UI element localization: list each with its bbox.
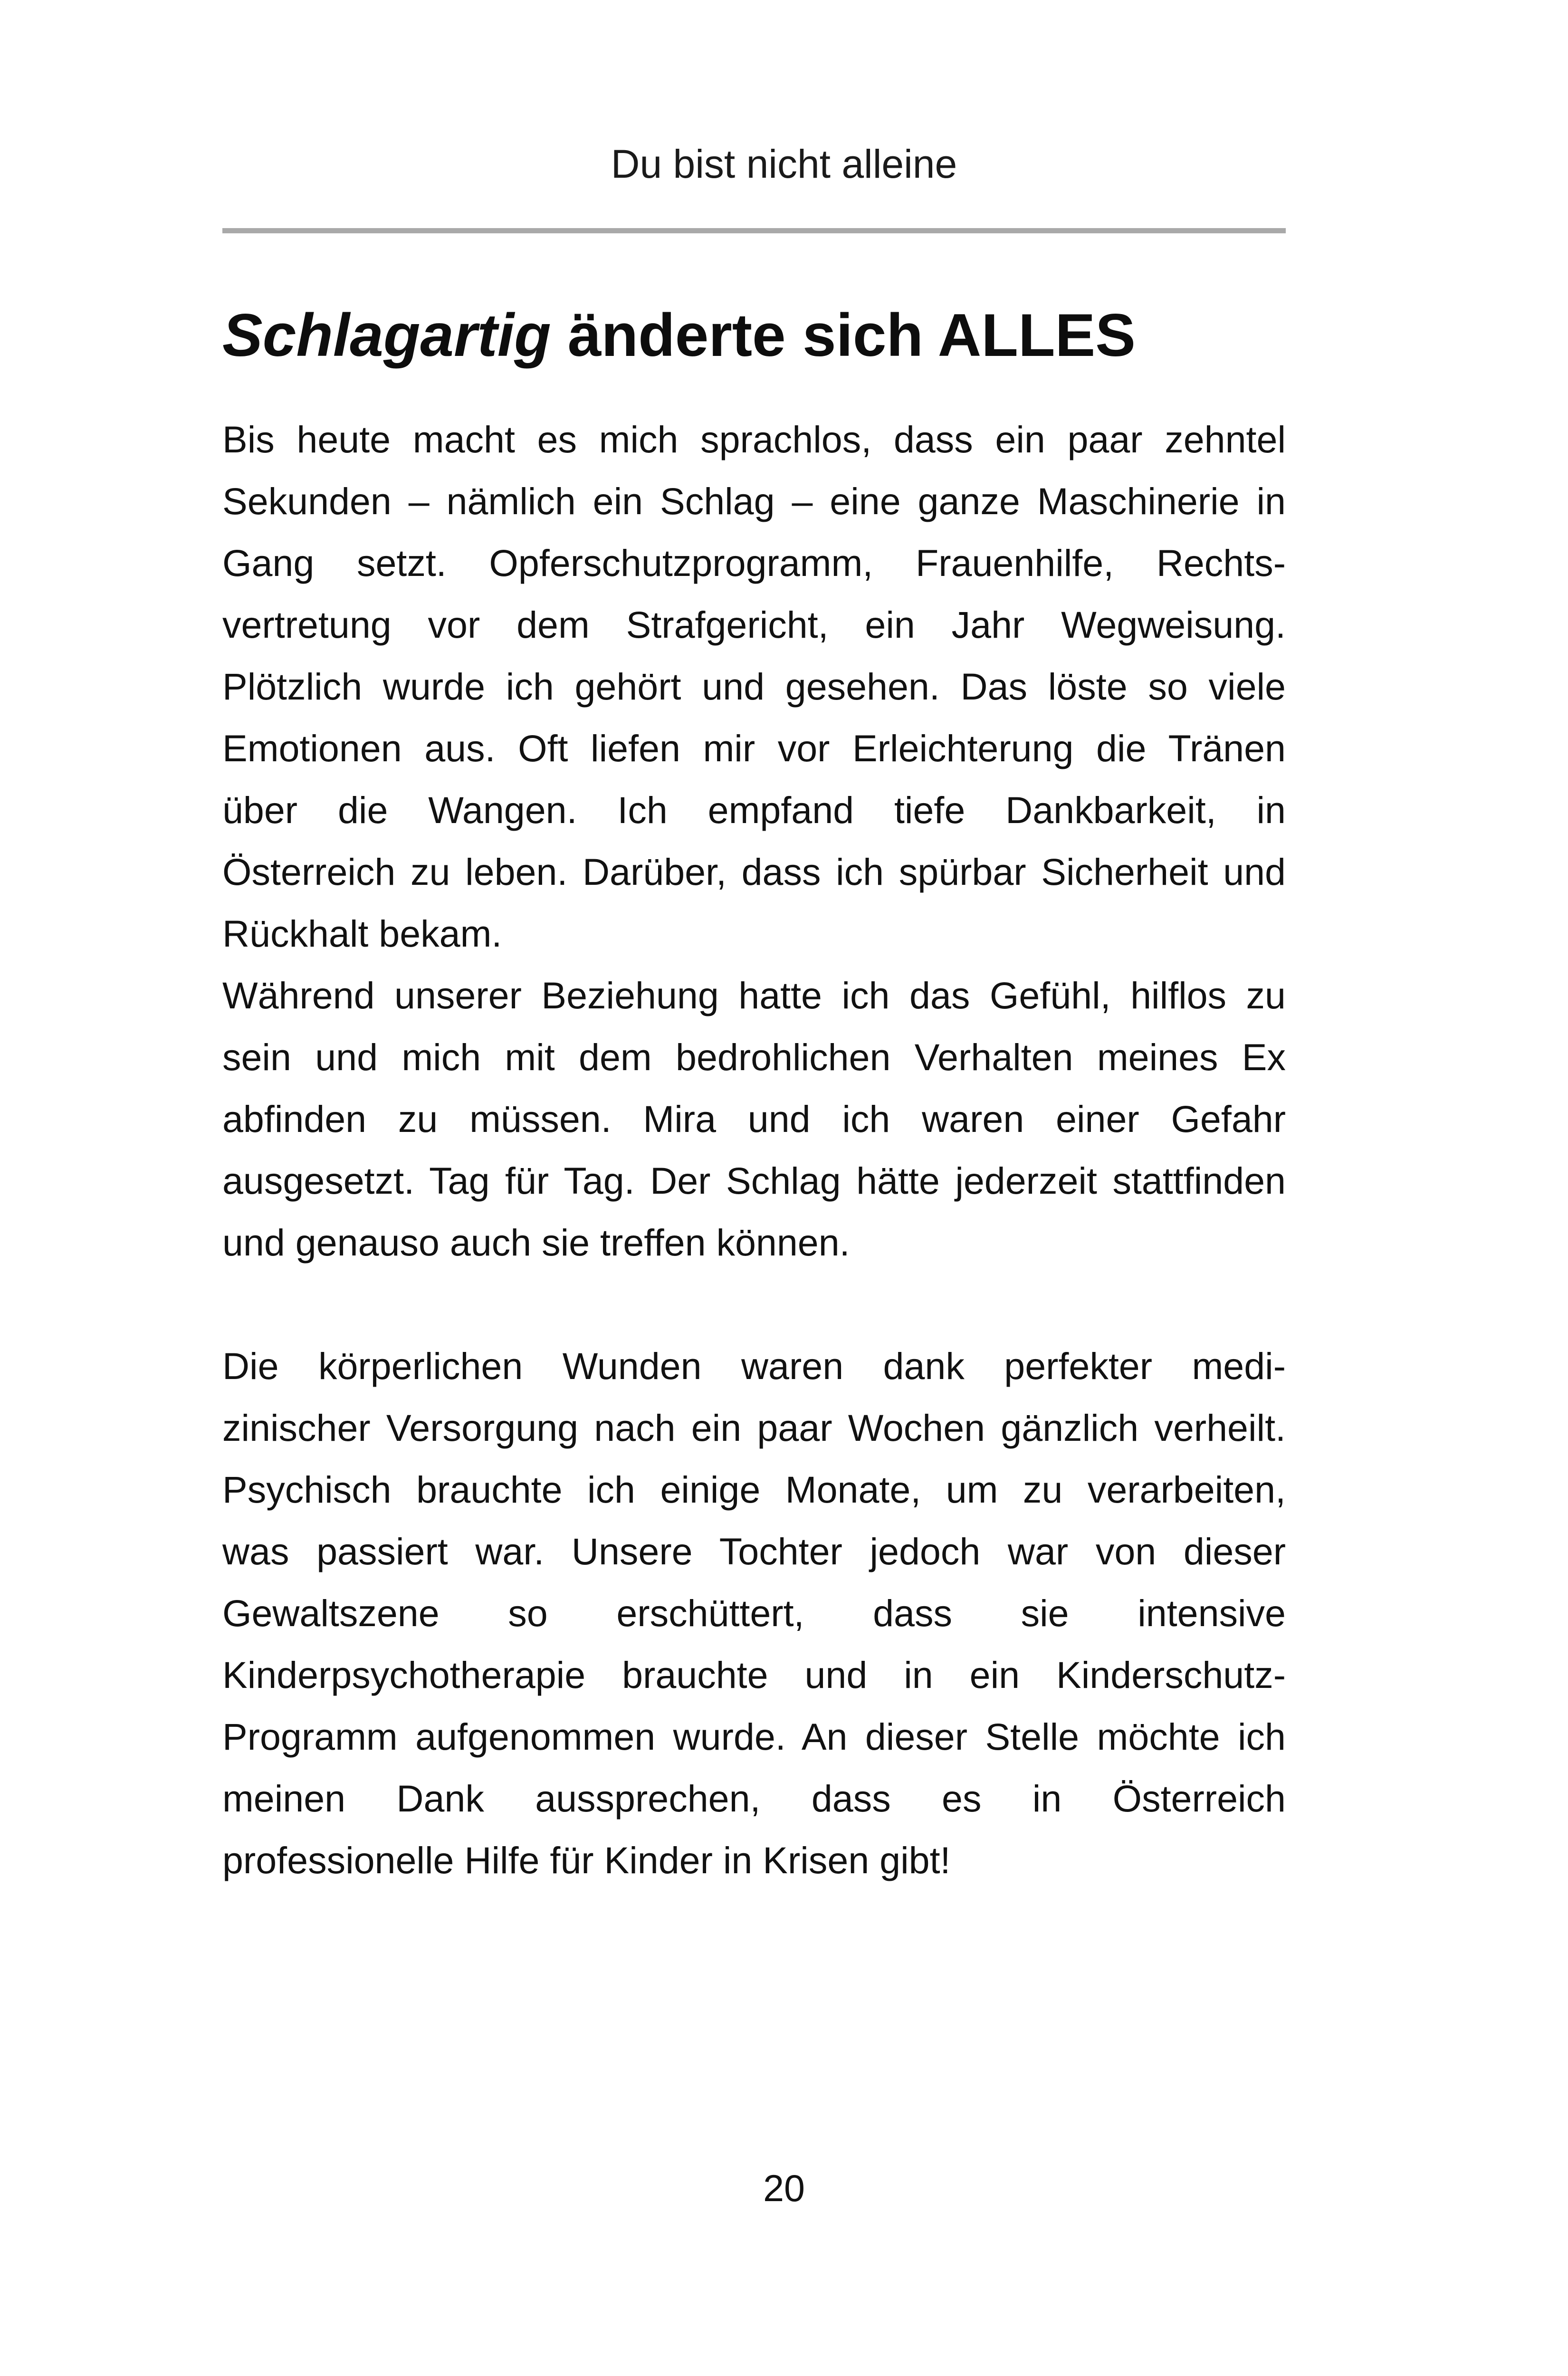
- text-line: professionelle Hilfe für Kinder in Krisen gibt!: [222, 1839, 951, 1881]
- header-divider: [222, 228, 1286, 233]
- text-line: meinen Dank aussprechen, dass es in Österreich: [222, 1777, 1286, 1820]
- text-line: sein und mich mit dem bedrohlichen Verhalten meines Ex: [222, 1036, 1286, 1078]
- text-line: Gang setzt. Opferschutzprogramm, Frauenhilfe, Rechts-: [222, 542, 1286, 584]
- text-line: zinischer Versorgung nach ein paar Wochen gänzlich verheilt.: [222, 1407, 1286, 1449]
- text-line: Rückhalt bekam.: [222, 912, 502, 955]
- text-line: Psychisch brauchte ich einige Monate, um zu verarbeiten,: [222, 1468, 1286, 1511]
- text-line: Plötzlich wurde ich gehört und gesehen. Das löste so viele: [222, 665, 1286, 708]
- text-line: Die körperlichen Wunden waren dank perfekter medi-: [222, 1345, 1286, 1387]
- page-number: 20: [763, 2167, 805, 2209]
- paragraph-3: [222, 1335, 1286, 1891]
- text-line: was passiert war. Unsere Tochter jedoch war von dieser: [222, 1530, 1286, 1572]
- text-line: und genauso auch sie treffen können.: [222, 1221, 850, 1264]
- paragraph-1: [222, 409, 1286, 965]
- paragraph-spacer: [222, 1274, 1286, 1335]
- text-line: Österreich zu leben. Darüber, dass ich spürbar Sicherheit und: [222, 851, 1286, 893]
- running-header: Du bist nicht alleine: [611, 142, 957, 186]
- text-line: Kinderpsychotherapie brauchte und in ein Kinderschutz-: [222, 1654, 1286, 1696]
- text-line: Emotionen aus. Oft liefen mir vor Erleichterung die Tränen: [222, 727, 1286, 769]
- text-line: Während unserer Beziehung hatte ich das Gefühl, hilflos zu: [222, 974, 1286, 1016]
- text-line: abfinden zu müssen. Mira und ich waren einer Gefahr: [222, 1098, 1286, 1140]
- text-line: Programm aufgenommen wurde. An dieser Stelle möchte ich: [222, 1715, 1286, 1758]
- text-line: Gewaltszene so erschüttert, dass sie intensive: [222, 1592, 1286, 1634]
- text-line: Sekunden – nämlich ein Schlag – eine ganze Maschinerie in: [222, 480, 1286, 522]
- chapter-title-emphasis: Schlagartig: [222, 301, 551, 369]
- text-line: vertretung vor dem Strafgericht, ein Jahr Wegweisung.: [222, 604, 1286, 646]
- text-line: ausgesetzt. Tag für Tag. Der Schlag hätte jederzeit stattfinden: [222, 1159, 1286, 1202]
- chapter-title-rest: änderte sich ALLES: [551, 301, 1136, 369]
- text-line: über die Wangen. Ich empfand tiefe Dankbarkeit, in: [222, 789, 1286, 831]
- body-text: [222, 409, 1286, 1891]
- paragraph-2: [222, 965, 1286, 1274]
- chapter-title: [222, 295, 1315, 375]
- text-line: Bis heute macht es mich sprachlos, dass ein paar zehntel: [222, 418, 1286, 460]
